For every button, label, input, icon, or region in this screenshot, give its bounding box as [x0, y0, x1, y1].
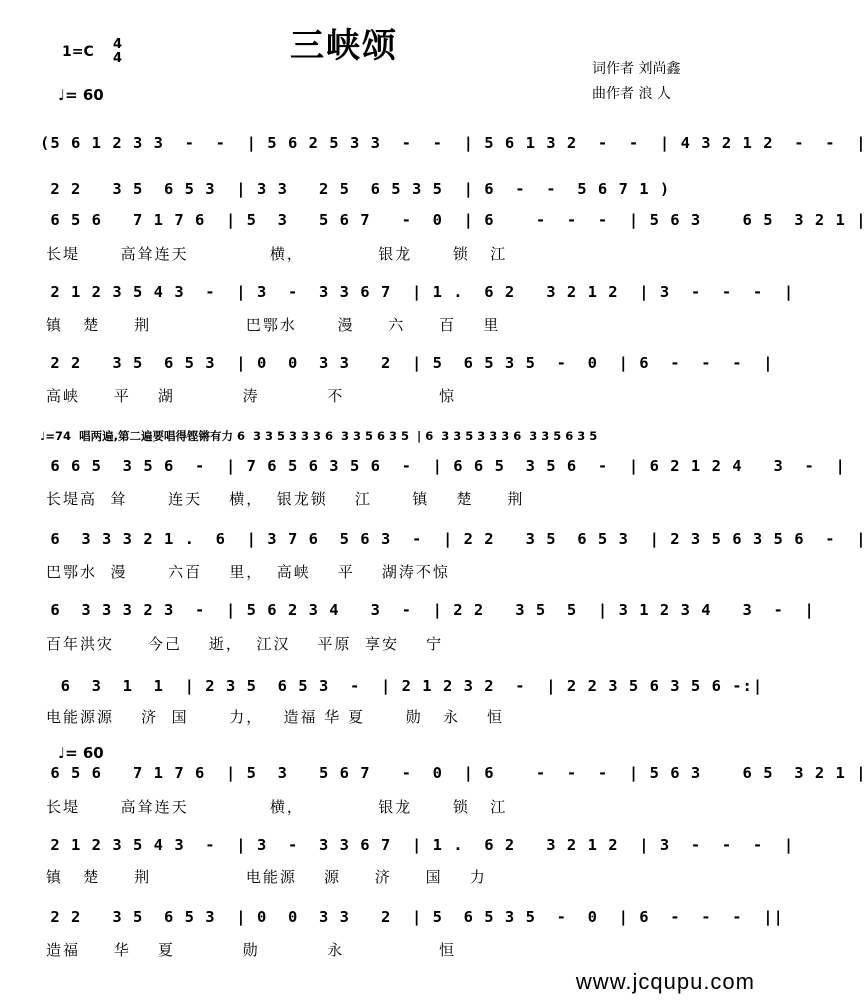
lyric-line-8: 百年洪灾 今己 逝， 江汉 平原 享安 宁 [46, 635, 444, 653]
notation-line-10: 6 5 6 7 1 7 6 | 5 3 5 6 7 - 0 | 6 - - - | 5 6 3 6 5 3 2 1 | [40, 764, 867, 782]
notation-line-2: 2 2 3 5 6 5 3 | 3 3 2 5 6 5 3 5 | 6 - - 5 6 7 1 ) [40, 180, 671, 198]
notation-line-4: 2 1 2 3 5 4 3 - | 3 - 3 3 6 7 | 1 . 6 2 3 2 1 2 | 3 - - - | [40, 283, 795, 301]
key-signature: 1=C [62, 44, 94, 60]
lyric-line-11: 镇 楚 荆 电能源 源 济 国 力 [46, 868, 487, 886]
composer: 曲作者 浪 人 [592, 86, 671, 102]
notation-line-1: (5 6 1 2 3 3 - - | 5 6 2 5 3 3 - - | 5 6 1 3 2 - - | 4 3 2 1 2 - - | [40, 134, 867, 152]
time-signature [113, 38, 122, 66]
lyricist: 词作者 刘尚鑫 [592, 61, 681, 77]
notation-line-9: 6 3 1 1 | 2 3 5 6 5 3 - | 2 1 2 3 2 - | 2 2 3 5 6 3 5 6 -:| [40, 677, 764, 695]
tempo-start: ♩= 60 [58, 86, 104, 104]
lyric-line-9: 电能源源 济 国 力， 造福 华 夏 勋 永 恒 [46, 708, 505, 726]
notation-line-7: 6 3 3 3 2 1 . 6 | 3 7 6 5 6 3 - | 2 2 3 5 6 5 3 | 2 3 5 6 3 5 6 - | [40, 530, 867, 548]
lyric-line-12: 造福 华 夏 勋 永 恒 [46, 941, 457, 959]
tempo-change-note: ♩=74 唱两遍,第二遍要唱得铿锵有力 6 3 3 5 3 3 3 6 3 3 5 6 3 5 | 6 3 3 5 3 3 3 6 3 3 5 6 3 5 [40, 429, 598, 443]
notation-line-12: 2 2 3 5 6 5 3 | 0 0 3 3 2 | 5 6 5 3 5 - 0 | 6 - - - || [40, 908, 784, 926]
notation-line-11: 2 1 2 3 5 4 3 - | 3 - 3 3 6 7 | 1 . 6 2 3 2 1 2 | 3 - - - | [40, 836, 795, 854]
lyric-line-6: 长堤高 耸 连天 横， 银龙锁 江 镇 楚 荆 [46, 490, 525, 508]
notation-line-5: 2 2 3 5 6 5 3 | 0 0 3 3 2 | 5 6 5 3 5 - 0 | 6 - - - | [40, 354, 774, 372]
tempo-end: ♩= 60 [58, 744, 104, 762]
lyric-line-3: 长堤 高耸连天 横， 银龙 锁 江 [46, 245, 508, 263]
notation-line-8: 6 3 3 3 2 3 - | 5 6 2 3 4 3 - | 2 2 3 5 5 | 3 1 2 3 4 3 - | [40, 601, 815, 619]
notation-line-6: 6 6 5 3 5 6 - | 7 6 5 6 3 5 6 - | 6 6 5 3 5 6 - | 6 2 1 2 4 3 - | [40, 457, 846, 475]
song-title: 三峡颂 [290, 26, 398, 66]
lyric-line-4: 镇 楚 荆 巴鄂水 漫 六 百 里 [46, 316, 501, 334]
time-bottom: 4 [113, 51, 123, 66]
notation-line-3: 6 5 6 7 1 7 6 | 5 3 5 6 7 - 0 | 6 - - - | 5 6 3 6 5 3 2 1 | [40, 211, 867, 229]
time-top: 4 [113, 37, 123, 52]
lyric-line-7: 巴鄂水 漫 六百 里， 高峡 平 湖涛不惊 [46, 563, 450, 581]
website-watermark: www.jcqupu.com [575, 969, 755, 994]
lyric-line-10: 长堤 高耸连天 横， 银龙 锁 江 [46, 798, 508, 816]
lyric-line-5: 高峡 平 湖 涛 不 惊 [46, 387, 457, 405]
